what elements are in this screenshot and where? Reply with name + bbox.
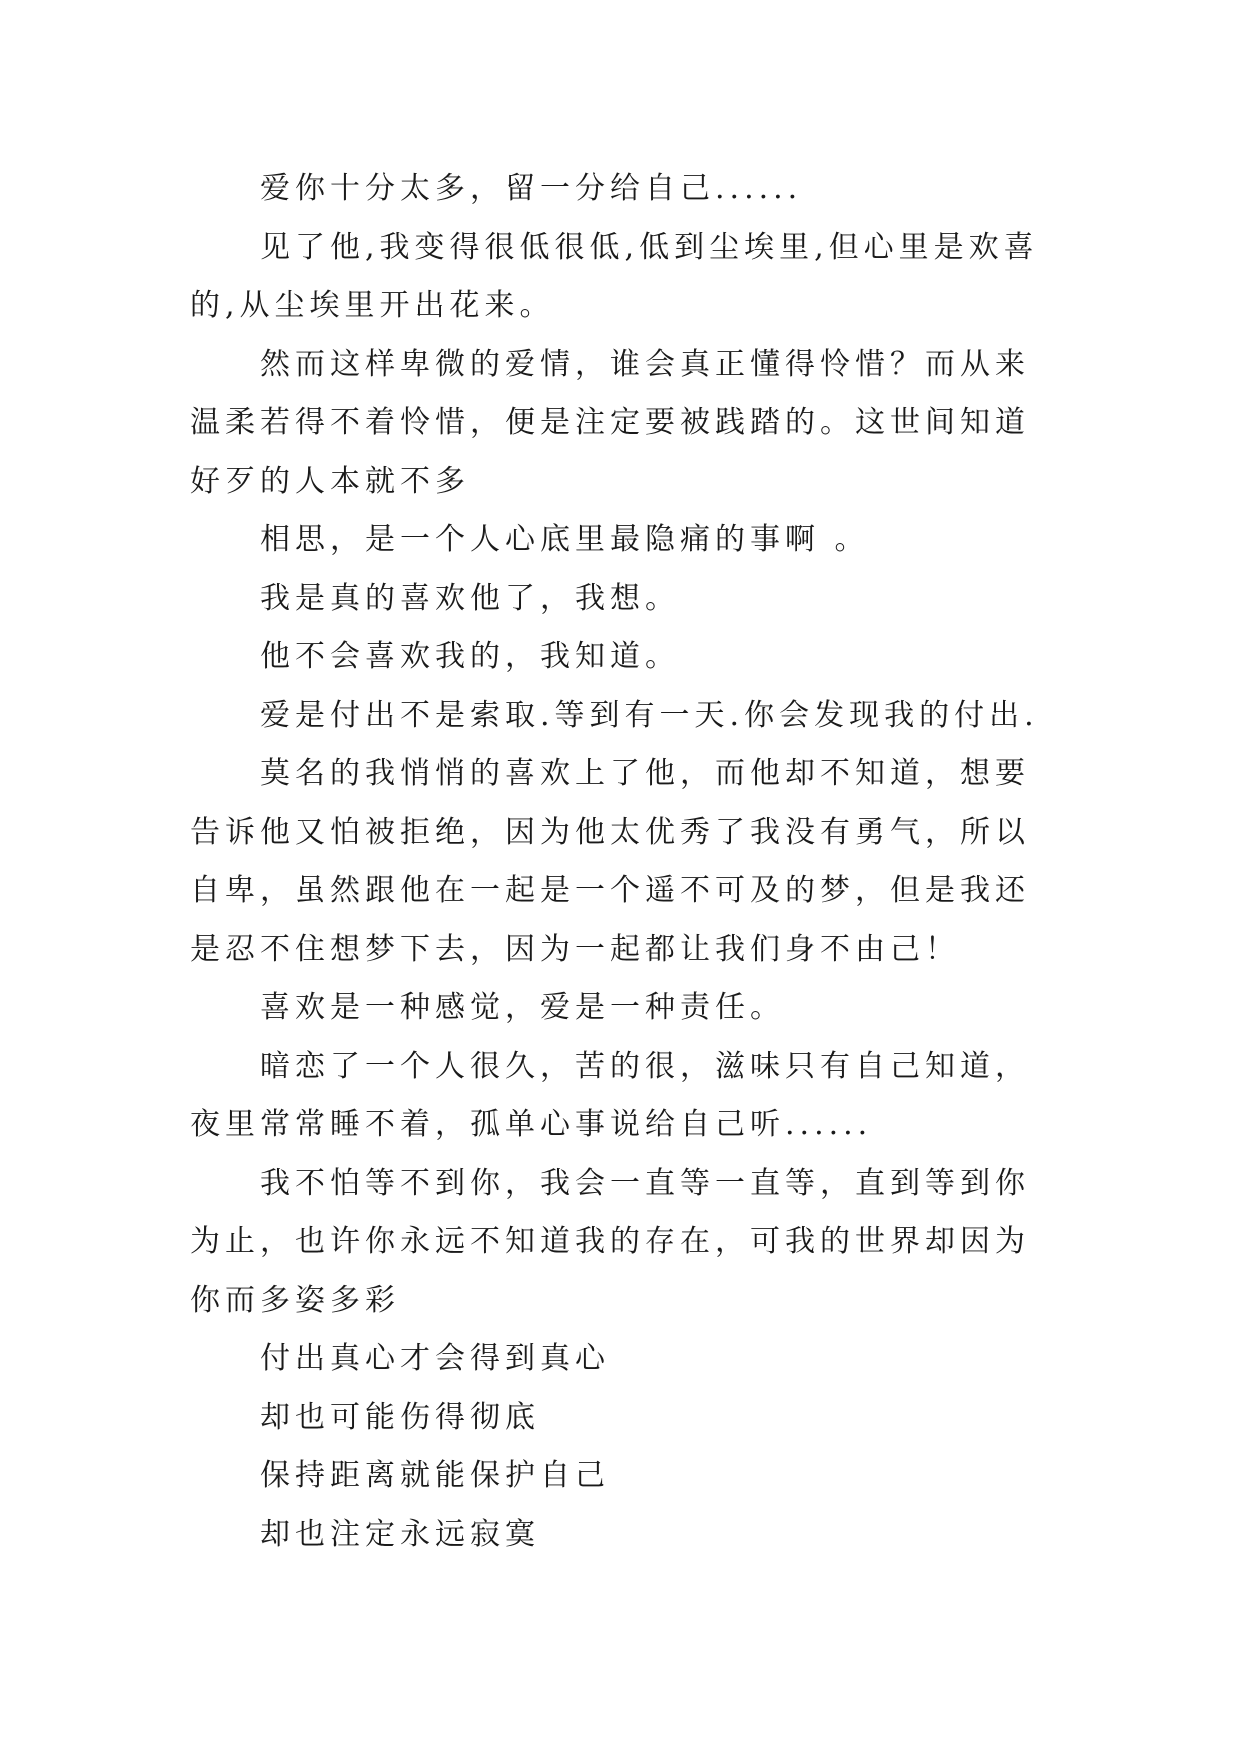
paragraph-3: 然而这样卑微的爱情，谁会真正懂得怜惜？而从来温柔若得不着怜惜，便是注定要被践踏的。这世间知道好歹的人本就不多	[190, 346, 1030, 499]
paragraph-11: 我不怕等不到你，我会一直等一直等，直到等到你为止，也许你永远不知道我的存在，可我的世界却因为你而多姿多彩	[190, 1165, 1030, 1318]
paragraph-4: 相思，是一个人心底里最隐痛的事啊 。	[260, 522, 870, 557]
paragraph-12: 付出真心才会得到真心	[260, 1341, 610, 1376]
paragraph-15: 却也注定永远寂寞	[260, 1516, 540, 1552]
paragraph-7: 爱是付出不是索取.等到有一天.你会发现我的付出.	[260, 697, 1039, 733]
paragraph-14: 保持距离就能保护自己	[260, 1458, 610, 1493]
document-body	[190, 160, 1060, 1564]
paragraph-2: 见了他,我变得很低很低,低到尘埃里,但心里是欢喜的,从尘埃里开出花来。	[190, 229, 1039, 323]
paragraph-9: 喜欢是一种感觉，爱是一种责任。	[260, 990, 785, 1025]
paragraph-10: 暗恋了一个人很久，苦的很，滋味只有自己知道，夜里常常睡不着，孤单心事说给自己听......	[190, 1048, 1030, 1142]
paragraph-13: 却也可能伤得彻底	[260, 1399, 540, 1435]
paragraph-5: 我是真的喜欢他了，我想。	[260, 580, 680, 616]
paragraph-8: 莫名的我悄悄的喜欢上了他，而他却不知道，想要告诉他又怕被拒绝，因为他太优秀了我没有勇气，所以自卑，虽然跟他在一起是一个遥不可及的梦，但是我还是忍不住想梦下去，因为一起都让我们身不由己！	[190, 756, 1030, 967]
paragraph-1: 爱你十分太多，留一分给自己......	[260, 171, 803, 206]
paragraph-6: 他不会喜欢我的，我知道。	[260, 639, 680, 674]
